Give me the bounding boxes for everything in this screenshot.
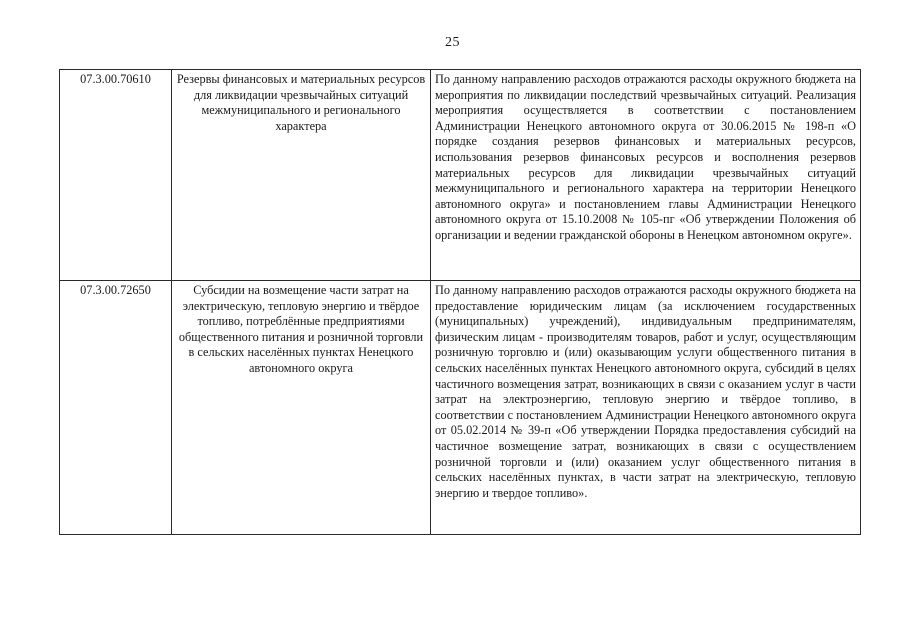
budget-classification-table <box>59 69 861 535</box>
table-row <box>60 70 861 281</box>
expense-name-cell: Резервы финансовых и материальных ресурсов для ликвидации чрезвычайных ситуаций межмуниципального и регионального характера <box>172 70 431 281</box>
page-number: 25 <box>445 35 460 50</box>
budget-code-cell: 07.3.00.72650 <box>60 281 172 535</box>
expense-description-cell: По данному направлению расходов отражаются расходы окружного бюджета на мероприятия по ликвидации последствий чрезвычайных ситуаций. Реализация мероприятия осуществляется в соответствии с постановлением Администрации Ненецкого автономного округа от 30.06.2015 № 198-п «О порядке создания резервов финансовых и материальных ресурсов, использования резервов финансовых ресурсов и восполнения резервов материальных ресурсов для ликвидации чрезвычайных ситуаций межмуниципального и регионального характера на территории Ненецкого автономного округа» и постановлением главы Администрации Ненецкого автономного округа от 15.10.2008 № 105-пг «Об утверждении Положения об организации и ведении гражданской обороны в Ненецком автономном округе». <box>431 70 861 281</box>
table-row <box>60 281 861 535</box>
expense-description-cell: По данному направлению расходов отражаются расходы окружного бюджета на предоставление юридическим лицам (за исключением государственных (муниципальных) учреждений), индивидуальным предпринимателям, физическим лицам - производителям товаров, работ и услуг, осуществляющим розничную торговлю и (или) оказывающим услуги общественного питания в сельских населённых пунктах Ненецкого автономного округа, субсидий в целях частичного возмещения затрат, возникающих в связи с оказанием услуг в части затрат на электроэнергию, тепловую энергию и твёрдое топливо, в соответствии с постановлением Администрации Ненецкого автономного округа от 05.02.2014 № 39-п «Об утверждении Порядка предоставления субсидий на частичное возмещение затрат, возникающих в связи с осуществлением розничной торговли и (или) оказанием услуг общественного питания в сельских населённых пунктах, в части затрат на электрическую, тепловую энергию и твердое топливо». <box>431 281 861 535</box>
budget-code-cell: 07.3.00.70610 <box>60 70 172 281</box>
expense-name-cell: Субсидии на возмещение части затрат на электрическую, тепловую энергию и твёрдое топливо, потреблённые предприятиями общественного питания и розничной торговли в сельских населённых пунктах Ненецкого автономного округа <box>172 281 431 535</box>
